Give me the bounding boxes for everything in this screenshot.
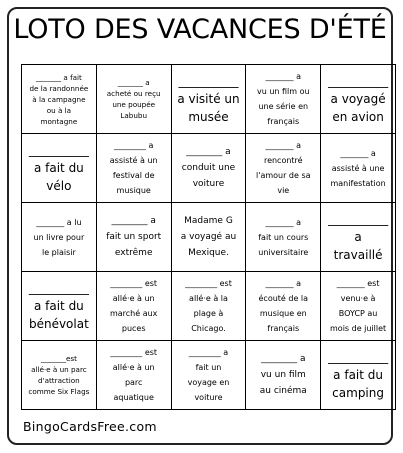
cell-text: _______ a rencontré l'amour de sa vie [256,141,311,195]
bingo-cell-r1-c5 [321,65,396,134]
bingo-cell-r3-c4 [246,203,321,272]
bingo-cell-r1-c3 [172,65,247,134]
bingo-cell-r5-c5 [321,341,396,410]
bingo-cell-r2-c1 [22,134,97,203]
cell-text: _______ est venu·e à BOYCP au mois de juillet [330,279,387,333]
cell-text: __________ a fait du vélo [28,143,89,193]
cell-text: _______ a assisté à une manifestation [330,148,386,188]
cell-text: ________ a fait un sport extrême [106,216,162,258]
cell-text: _______ a fait de la randonnée à la campagne ou à la montagne [29,72,89,126]
bingo-cell-r1-c4 [246,65,321,134]
cell-text: ________ a vu un film au cinéma [259,354,307,396]
bingo-cell-r3-c1 [22,203,97,272]
cell-text: __________ a voyagé en avion [328,74,389,124]
cell-text: ________ est allé·e à un parc aquatique [110,348,158,402]
cell-text: _______ a écouté de la musique en français [258,279,309,333]
bingo-cell-r2-c4 [246,134,321,203]
bingo-cell-r4-c3 [172,272,247,341]
cell-text: _______ a acheté ou reçu une poupée Labubu [106,78,161,120]
card-title: LOTO DES VACANCES D'ÉTÉ [13,14,387,45]
cell-text: _______est allé·e à un parc d'attraction comme Six Flags [28,354,90,396]
cell-text: ________ a assisté à un festival de musique [109,141,158,195]
bingo-cell-r4-c1 [22,272,97,341]
bingo-cell-r2-c3 [172,134,247,203]
cell-text: ________ a fait un voyage en voiture [187,348,230,402]
footer-site-credit: BingoCardsFree.com [23,419,157,434]
cell-text: ________ a conduit une voiture [181,147,236,189]
bingo-cell-r2-c5 [321,134,396,203]
cell-text: _______ a lu un livre pour le plaisir [33,217,85,257]
bingo-cell-r3-c5 [321,203,396,272]
bingo-cell-r1-c2 [97,65,172,134]
cell-text: _______ a fait un cours universitaire [258,217,309,257]
bingo-cell-r5-c1 [22,341,97,410]
bingo-cell-r2-c2 [97,134,172,203]
cell-text: _______ a vu un film ou une série en français [256,72,310,126]
cell-text: Madame G a voyagé au Mexique. [180,216,237,258]
bingo-cell-r5-c3 [172,341,247,410]
bingo-cell-r5-c2 [97,341,172,410]
bingo-cell-r3-c2 [97,203,172,272]
bingo-card [7,7,393,445]
bingo-cell-r3-c3 [172,203,247,272]
bingo-cell-r4-c5 [321,272,396,341]
bingo-cell-r5-c4 [246,341,321,410]
cell-text: __________ a travaillé [328,212,389,262]
cell-text: ________ est allé·e à la plage à Chicago. [185,279,232,333]
cell-text: __________ a fait du bénévolat [28,281,89,331]
bingo-grid [21,64,396,410]
cell-text: ________ est allé·e à un marché aux puces [109,279,158,333]
bingo-cell-r1-c1 [22,65,97,134]
bingo-cell-r4-c4 [246,272,321,341]
cell-text: __________ a fait du camping [328,350,389,400]
bingo-cell-r4-c2 [97,272,172,341]
cell-text: __________ a visité un musée [177,74,240,124]
